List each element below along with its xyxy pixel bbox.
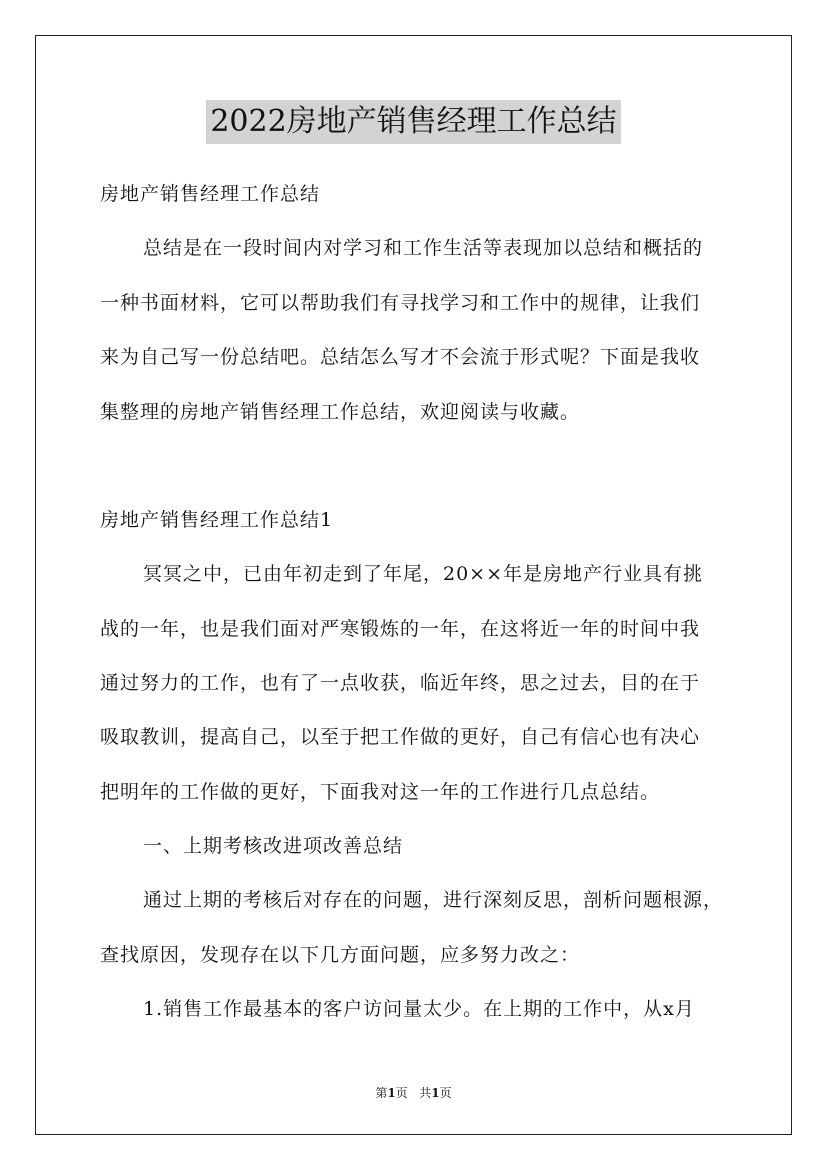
intro-line: 总结是在一段时间内对学习和工作生活等表现加以总结和概括的 <box>143 237 704 259</box>
item-body-line: 查找原因，发现存在以下几方面问题，应多努力改之： <box>100 944 581 966</box>
body-line: 把明年的工作做的更好，下面我对这一年的工作进行几点总结。 <box>100 781 661 803</box>
body-line: 冥冥之中，已由年初走到了年尾，20××年是房地产行业具有挑 <box>143 563 704 585</box>
page-footer <box>0 1085 827 1101</box>
list-item: 1.销售工作最基本的客户访问量太少。在上期的工作中，从x月 <box>143 998 695 1020</box>
intro-line: 一种书面材料，它可以帮助我们有寻找学习和工作中的规律，让我们 <box>100 292 701 314</box>
footer-page-prefix: 第 <box>375 1086 388 1100</box>
body-line: 吸取教训，提高自己，以至于把工作做的更好，自己有信心也有决心 <box>100 726 701 748</box>
footer-page-number: 1 <box>387 1086 396 1100</box>
item-body-line: 通过上期的考核后对存在的问题，进行深刻反思，剖析问题根源， <box>143 889 724 911</box>
title-container <box>0 100 827 144</box>
intro-line: 来为自己写一份总结吧。总结怎么写才不会流于形式呢？下面是我收 <box>100 346 701 368</box>
body-line: 通过努力的工作，也有了一点收获，临近年终，思之过去，目的在于 <box>100 672 701 694</box>
document-subtitle: 房地产销售经理工作总结 <box>100 183 321 205</box>
body-line: 战的一年，也是我们面对严寒锻炼的一年，在这将近一年的时间中我 <box>100 618 701 640</box>
footer-page-suffix: 页 <box>395 1086 408 1100</box>
footer-total-number: 1 <box>431 1086 440 1100</box>
footer-total-prefix: 共 <box>419 1086 432 1100</box>
intro-line: 集整理的房地产销售经理工作总结，欢迎阅读与收藏。 <box>100 401 581 423</box>
document-title: 2022房地产销售经理工作总结 <box>206 100 620 144</box>
section-heading: 房地产销售经理工作总结1 <box>100 509 334 531</box>
footer-total-suffix: 页 <box>439 1086 452 1100</box>
item-heading: 一、上期考核改进项改善总结 <box>143 835 404 857</box>
